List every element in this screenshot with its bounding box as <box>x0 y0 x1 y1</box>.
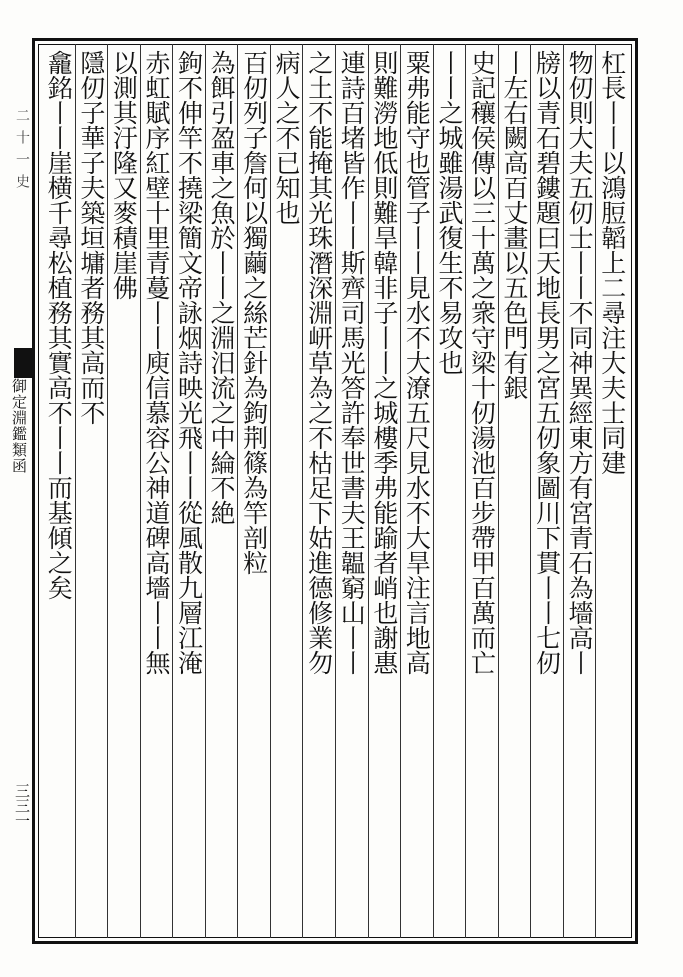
column-rule <box>465 44 466 938</box>
column-rule <box>172 44 173 938</box>
column-rule <box>530 44 531 938</box>
column-rule <box>270 44 271 938</box>
text-column: 病人之不已知也 <box>272 50 302 225</box>
text-column: 粟弗能守也管子丨丨見水不大潦五尺見水不大旱注言地高 <box>402 50 432 675</box>
text-column: 丨丨之城雖湯武復生不易攻也 <box>434 50 464 375</box>
column-rule <box>205 44 206 938</box>
text-column: 以測其汙隆又麥積崖佛 <box>109 50 139 300</box>
text-column: 杠長丨丨以鴻脰韜上二尋注大夫士同建 <box>597 50 627 475</box>
text-column: 則難澇地低則難旱韓非子丨丨之城樓季弗能踰者峭也謝惠 <box>369 50 399 675</box>
column-rule <box>433 44 434 938</box>
column-rule <box>75 44 76 938</box>
column-rule <box>368 44 369 938</box>
text-column: 牓以青石碧鏤題曰天地長男之宮五仞象圖川下貫丨丨七仞 <box>532 50 562 675</box>
margin-top-fragment: 二十一史 <box>14 108 30 196</box>
margin-book-title: 御定淵鑑類函 <box>10 378 28 474</box>
column-rule <box>335 44 336 938</box>
column-rule <box>237 44 238 938</box>
page-margin <box>6 48 30 928</box>
text-column: 鉤不伸竿不撓梁簡文帝詠烟詩映光飛丨丨從風散九層江淹 <box>174 50 204 675</box>
column-rule <box>595 44 596 938</box>
column-rule <box>302 44 303 938</box>
text-column: 隱仞子華子夫築垣墉者務其高而不 <box>76 50 106 425</box>
text-column: 百仞列子詹何以獨繭之絲芒針為鉤荆篠為竿剖粒 <box>239 50 269 575</box>
text-column: 物仞則大夫五仞士丨丨不同神異經東方有宮青石為墻高丨 <box>565 50 595 675</box>
text-column: 丨左右闕高百丈畫以五色門有銀 <box>500 50 530 400</box>
text-column: 之土不能掩其光珠潛深淵岍草為之不枯足下姑進德修業勿 <box>304 50 334 675</box>
column-rule <box>563 44 564 938</box>
column-rule <box>498 44 499 938</box>
text-column: 連詩百堵皆作丨丨斯齊司馬光答許奉世書夫王韞窮山丨丨 <box>337 50 367 675</box>
margin-black-block <box>14 348 32 378</box>
text-column: 為餌引盈車之魚於丨丨之淵汨流之中綸不絶 <box>207 50 237 525</box>
column-rule <box>107 44 108 938</box>
text-column: 龕銘丨丨崖横千尋松植務其實高不丨丨而基傾之矣 <box>44 50 74 600</box>
column-rule <box>140 44 141 938</box>
text-column: 史記穰侯傳以三十萬之衆守梁十仞湯池百步帶甲百萬而亡 <box>467 50 497 675</box>
column-rule <box>400 44 401 938</box>
margin-page-number: 三三一 <box>13 783 31 828</box>
text-column: 赤虹賦序紅壁十里青蔓丨丨庾信慕容公神道碑高墻丨丨無 <box>141 50 171 675</box>
